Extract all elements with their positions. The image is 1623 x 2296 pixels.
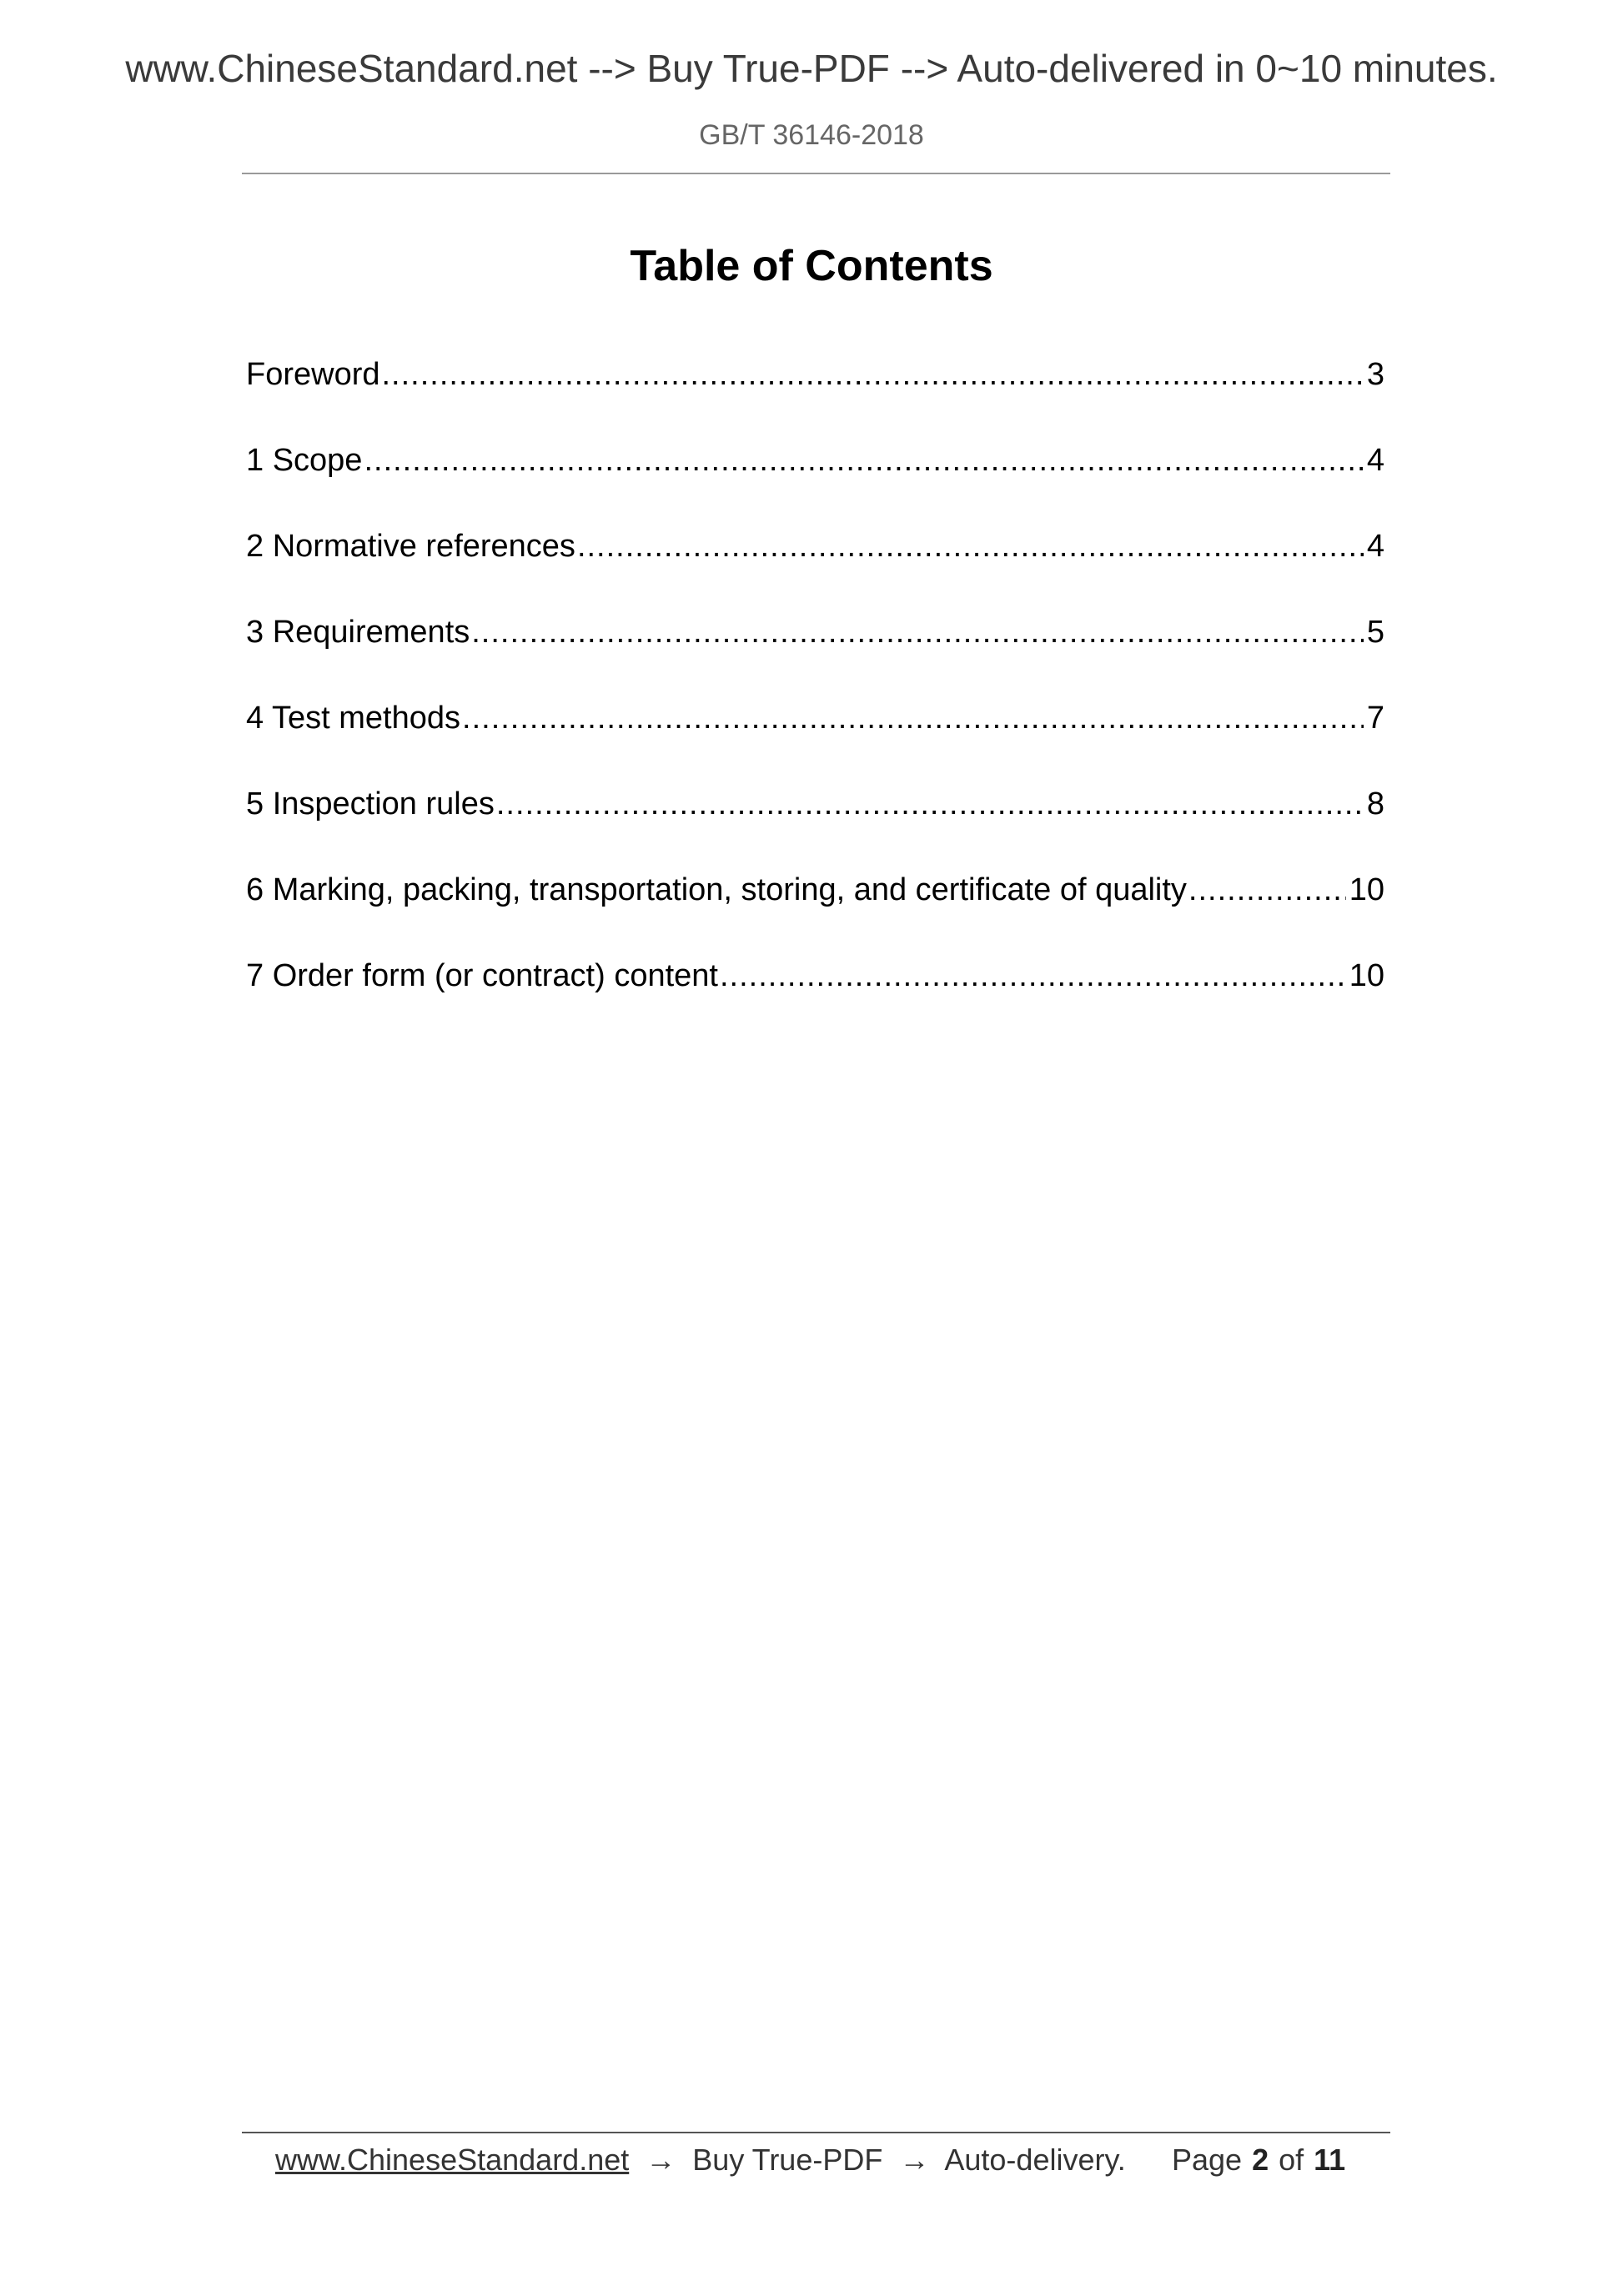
toc-dot-leader bbox=[496, 780, 1364, 828]
document-code: GB/T 36146-2018 bbox=[699, 119, 924, 151]
toc-entry-label: 1 Scope bbox=[246, 443, 363, 478]
toc-dot-leader bbox=[364, 436, 1363, 485]
top-banner: www.ChineseStandard.net --> Buy True-PDF --> Auto-delivered in 0~10 minutes. bbox=[125, 47, 1498, 90]
toc-entry-normative-references[interactable] bbox=[246, 522, 1384, 608]
arrow-right-icon: → bbox=[899, 2143, 930, 2177]
toc-entry-label: 5 Inspection rules bbox=[246, 786, 495, 821]
toc-entry-page: 3 bbox=[1366, 357, 1384, 392]
footer-site-link[interactable]: www.ChineseStandard.net bbox=[275, 2143, 630, 2177]
page-label: Page bbox=[1172, 2143, 1243, 2177]
toc-dot-leader bbox=[1188, 866, 1346, 914]
total-page-count: 11 bbox=[1314, 2143, 1346, 2177]
footer-delivery-text: Auto-delivery. bbox=[944, 2143, 1126, 2177]
toc-entry-label: 4 Test methods bbox=[246, 701, 461, 736]
page-number-indicator bbox=[1172, 2135, 1345, 2185]
toc-dot-leader bbox=[720, 952, 1346, 1000]
toc-dot-leader bbox=[577, 522, 1364, 570]
toc-entry-test-methods[interactable] bbox=[246, 694, 1384, 780]
page-footer bbox=[275, 2135, 1376, 2185]
toc-entry-label: Foreword bbox=[246, 357, 380, 392]
arrow-right-icon: → bbox=[646, 2143, 676, 2177]
toc-entry-inspection-rules[interactable] bbox=[246, 780, 1384, 866]
toc-entry-marking-packing[interactable] bbox=[246, 866, 1384, 952]
toc-dot-leader bbox=[382, 350, 1364, 399]
toc-entry-foreword[interactable] bbox=[246, 350, 1384, 436]
toc-entry-page: 10 bbox=[1349, 872, 1384, 907]
toc-entry-page: 7 bbox=[1366, 701, 1384, 736]
toc-entry-page: 8 bbox=[1366, 786, 1384, 821]
toc-entry-page: 4 bbox=[1366, 443, 1384, 478]
current-page-number: 2 bbox=[1252, 2143, 1269, 2177]
toc-title: Table of Contents bbox=[630, 242, 993, 290]
toc-entry-label: 3 Requirements bbox=[246, 615, 470, 650]
toc-entry-page: 10 bbox=[1349, 958, 1384, 993]
toc-entry-order-form[interactable] bbox=[246, 952, 1384, 1037]
header-divider bbox=[242, 173, 1390, 174]
toc-dot-leader bbox=[471, 608, 1364, 656]
toc-entry-label: 6 Marking, packing, transportation, storing, and certificate of quality bbox=[246, 872, 1187, 907]
toc-dot-leader bbox=[462, 694, 1364, 742]
toc-entry-label: 2 Normative references bbox=[246, 529, 575, 564]
toc-entry-requirements[interactable] bbox=[246, 608, 1384, 694]
toc-entry-page: 4 bbox=[1366, 529, 1384, 564]
footer-divider bbox=[242, 2132, 1390, 2133]
toc-entry-label: 7 Order form (or contract) content bbox=[246, 958, 718, 993]
footer-buy-text: Buy True-PDF bbox=[692, 2143, 883, 2177]
toc-entry-page: 5 bbox=[1366, 615, 1384, 650]
page-of-label: of bbox=[1279, 2143, 1304, 2177]
toc-list bbox=[246, 350, 1384, 1037]
toc-entry-scope[interactable] bbox=[246, 436, 1384, 522]
